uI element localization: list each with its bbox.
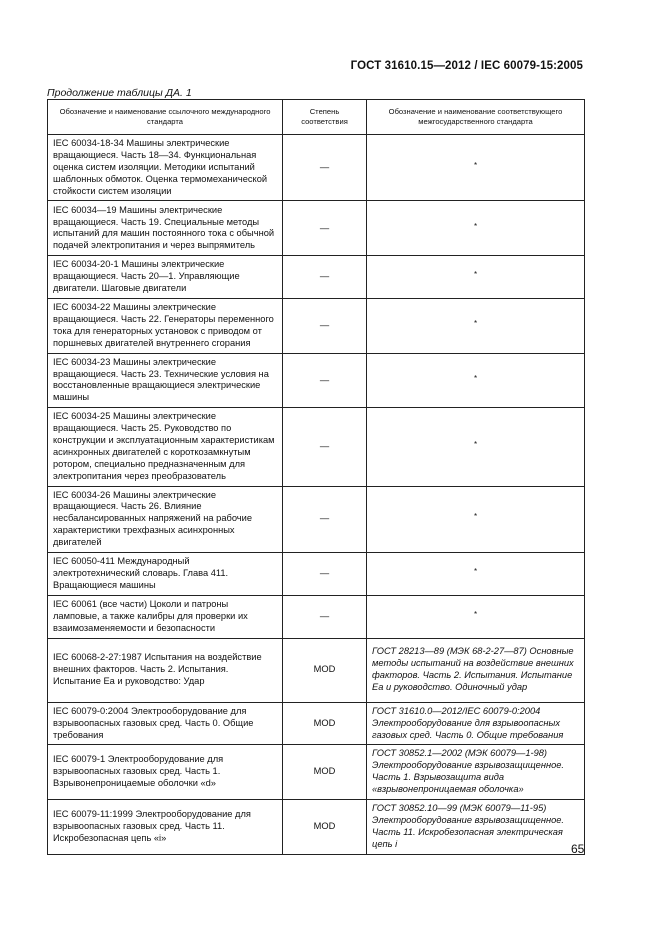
table-row <box>48 256 585 299</box>
interstate-standard-cell: ГОСТ 30852.1—2002 (МЭК 60079—1-98) Электрооборудование взрывозащищенное. Часть 1. Взрывозащита вида «взрывонепроницаемая оболочка» <box>367 745 585 800</box>
table-caption: Продолжение таблицы ДА. 1 <box>47 87 192 99</box>
asterisk-mark: * <box>473 609 478 619</box>
asterisk-mark: * <box>473 221 478 231</box>
intl-standard-cell: IEC 60079-0:2004 Электрооборудование для взрывоопасных газовых сред. Часть 0. Общие требования <box>48 702 283 745</box>
table-row <box>48 486 585 552</box>
degree-cell: MOD <box>283 638 367 702</box>
interstate-standard-cell <box>367 299 585 354</box>
asterisk-mark: * <box>473 567 478 577</box>
degree-cell: — <box>283 201 367 256</box>
interstate-standard-cell <box>367 596 585 639</box>
degree-cell: — <box>283 408 367 486</box>
table-row <box>48 702 585 745</box>
degree-cell: — <box>283 486 367 552</box>
table-header-row <box>48 100 585 135</box>
intl-standard-cell: IEC 60034-20-1 Машины электрические вращающиеся. Часть 20—1. Управляющие двигатели. Шаговые двигатели <box>48 256 283 299</box>
degree-cell: — <box>283 596 367 639</box>
interstate-standard-cell <box>367 486 585 552</box>
degree-cell: — <box>283 135 367 201</box>
interstate-standard-cell: ГОСТ 30852.10—99 (МЭК 60079—11-95) Электрооборудование взрывозащищенное. Часть 11. Искробезопасная электрическая цепь i <box>367 799 585 854</box>
asterisk-mark: * <box>473 512 478 522</box>
standard-code: ГОСТ 31610.15—2012 / IEC 60079-15:2005 <box>350 60 583 72</box>
interstate-standard-cell <box>367 553 585 596</box>
asterisk-mark: * <box>473 318 478 328</box>
intl-standard-cell: IEC 60079-11:1999 Электрооборудование для взрывоопасных газовых сред. Часть 11. Искробезопасная цепь «i» <box>48 799 283 854</box>
degree-cell: MOD <box>283 702 367 745</box>
intl-standard-cell: IEC 60034-26 Машины электрические вращающиеся. Часть 26. Влияние несбалансированных напряжений на рабочие характеристики трехфазных асинхронных двигателей <box>48 486 283 552</box>
intl-standard-cell: IEC 60061 (все части) Цоколи и патроны ламповые, а также калибры для проверки их взаимозаменяемости и безопасности <box>48 596 283 639</box>
column-header-intl-standard: Обозначение и наименование ссылочного международного стандарта <box>48 100 283 135</box>
intl-standard-cell: IEC 60034-25 Машины электрические вращающиеся. Часть 25. Руководство по конструкции и эксплуатационным характеристикам асинхронных двигателей с короткозамкнутым ротором, специально предназначенным для электропитания через преобразователь <box>48 408 283 486</box>
intl-standard-cell: IEC 60034-23 Машины электрические вращающиеся. Часть 23. Технические условия на восстановленные вращающиеся электрические машины <box>48 353 283 408</box>
table-row <box>48 299 585 354</box>
table-row <box>48 596 585 639</box>
table-row <box>48 638 585 702</box>
intl-standard-cell: IEC 60034-22 Машины электрические вращающиеся. Часть 22. Генераторы переменного тока для генераторных установок с приводом от поршневых двигателей внутреннего сгорания <box>48 299 283 354</box>
column-header-degree: Степень соответствия <box>283 100 367 135</box>
table-row <box>48 799 585 854</box>
degree-cell: — <box>283 353 367 408</box>
interstate-standard-cell <box>367 256 585 299</box>
degree-cell: MOD <box>283 745 367 800</box>
asterisk-mark: * <box>473 270 478 280</box>
interstate-standard-cell <box>367 408 585 486</box>
column-header-interstate-standard: Обозначение и наименование соответствующего межгосударственного стандарта <box>367 100 585 135</box>
interstate-standard-cell: ГОСТ 31610.0—2012/IEC 60079-0:2004 Электрооборудование для взрывоопасных газовых сред. Часть 0. Общие требования <box>367 702 585 745</box>
intl-standard-cell: IEC 60050-411 Международный электротехнический словарь. Глава 411. Вращающиеся машины <box>48 553 283 596</box>
interstate-standard-cell <box>367 201 585 256</box>
degree-cell: MOD <box>283 799 367 854</box>
intl-standard-cell: IEC 60079-1 Электрооборудование для взрывоопасных газовых сред. Часть 1. Взрывонепроницаемые оболочки «d» <box>48 745 283 800</box>
asterisk-mark: * <box>473 160 478 170</box>
degree-cell: — <box>283 256 367 299</box>
intl-standard-cell: IEC 60034—19 Машины электрические вращающиеся. Часть 19. Специальные методы испытаний для машин постоянного тока с обычной подачей электропитания и через выпрямитель <box>48 201 283 256</box>
reference-table <box>47 99 585 855</box>
table-row <box>48 553 585 596</box>
asterisk-mark: * <box>473 373 478 383</box>
table-row <box>48 353 585 408</box>
asterisk-mark: * <box>473 439 478 449</box>
intl-standard-cell: IEC 60034-18-34 Машины электрические вращающиеся. Часть 18—34. Функциональная оценка систем изоляции. Методики испытаний шаблонных обмоток. Оценка термомеханической стойкости систем изоляции <box>48 135 283 201</box>
intl-standard-cell: IEC 60068-2-27:1987 Испытания на воздействие внешних факторов. Часть 2. Испытания. Испытание Еа и руководство: Удар <box>48 638 283 702</box>
degree-cell: — <box>283 553 367 596</box>
degree-cell: — <box>283 299 367 354</box>
interstate-standard-cell <box>367 135 585 201</box>
interstate-standard-cell: ГОСТ 28213—89 (МЭК 68-2-27—87) Основные методы испытаний на воздействие внешних факторов. Часть 2. Испытания. Испытание Еа и руководство. Одиночный удар <box>367 638 585 702</box>
table-row <box>48 408 585 486</box>
table-row <box>48 745 585 800</box>
interstate-standard-cell <box>367 353 585 408</box>
page-number: 65 <box>571 842 585 856</box>
table-row <box>48 135 585 201</box>
table-row <box>48 201 585 256</box>
